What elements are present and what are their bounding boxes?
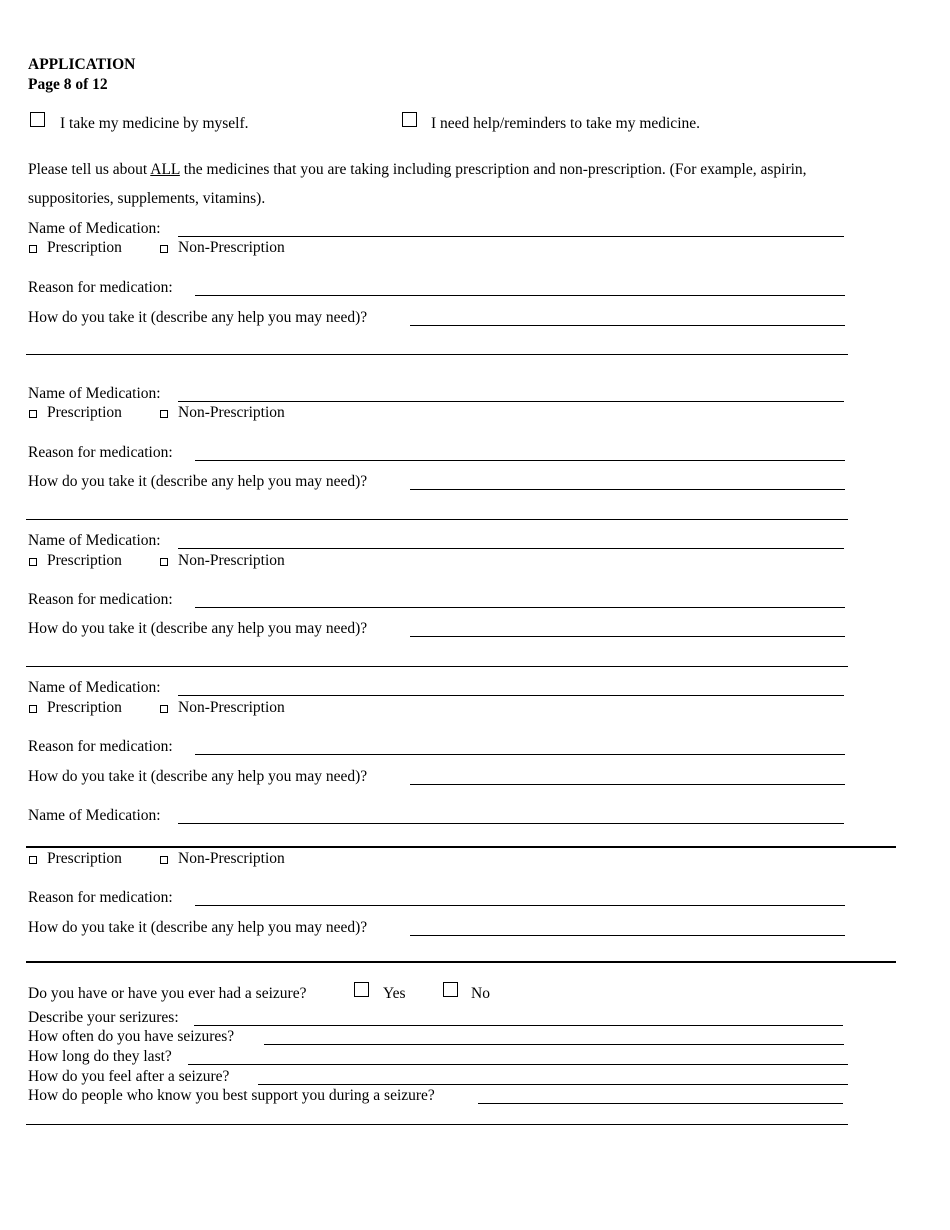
seizure-question: Do you have or have you ever had a seizure? (28, 985, 307, 1002)
intro-text-line2: suppositories, supplements, vitamins). (28, 190, 266, 207)
seizure-describe-line[interactable] (194, 1025, 843, 1026)
med1-prescription-label: Prescription (47, 239, 122, 256)
seizure-how-often-label: How often do you have seizures? (28, 1028, 235, 1045)
seizure-yes-checkbox[interactable] (354, 982, 369, 997)
intro-part2: the medicines that you are taking including prescription and non-prescription. (For example, aspirin, (179, 161, 807, 178)
med5-reason-label: Reason for medication: (28, 889, 173, 906)
med4-nonprescription-label: Non-Prescription (178, 699, 285, 716)
med5-how-label: How do you take it (describe any help you may need)? (28, 919, 368, 936)
med3-how-label: How do you take it (describe any help you may need)? (28, 620, 368, 637)
med4-prescription-checkbox[interactable] (29, 705, 37, 713)
seizure-how-long-line[interactable] (188, 1064, 848, 1065)
med5-prescription-label: Prescription (47, 850, 122, 867)
seizure-no-label: No (471, 985, 490, 1002)
section-divider-bottom (26, 961, 896, 963)
med1-how-line2[interactable] (26, 354, 848, 355)
checkbox-need-help[interactable] (402, 112, 417, 127)
seizure-feel-after-line[interactable] (258, 1084, 848, 1085)
med1-reason-line[interactable] (195, 295, 845, 296)
med2-name-label: Name of Medication: (28, 385, 161, 402)
seizure-how-often-line[interactable] (264, 1044, 844, 1045)
med4-name-label: Name of Medication: (28, 679, 161, 696)
med1-how-label: How do you take it (describe any help you may need)? (28, 309, 368, 326)
med3-nonprescription-label: Non-Prescription (178, 552, 285, 569)
med4-nonprescription-checkbox[interactable] (160, 705, 168, 713)
section-divider-top (26, 846, 896, 848)
med4-reason-line[interactable] (195, 754, 845, 755)
med1-reason-label: Reason for medication: (28, 279, 173, 296)
med2-how-line2[interactable] (26, 519, 848, 520)
med3-nonprescription-checkbox[interactable] (160, 558, 168, 566)
med5-nonprescription-label: Non-Prescription (178, 850, 285, 867)
med3-name-label: Name of Medication: (28, 532, 161, 549)
med4-name-line[interactable] (178, 695, 844, 696)
med5-prescription-checkbox[interactable] (29, 856, 37, 864)
intro-part1: Please tell us about (28, 161, 151, 178)
med5-nonprescription-checkbox[interactable] (160, 856, 168, 864)
seizure-no-checkbox[interactable] (443, 982, 458, 997)
seizure-feel-after-label: How do you feel after a seizure? (28, 1068, 230, 1085)
med4-reason-label: Reason for medication: (28, 738, 173, 755)
checkbox-take-myself[interactable] (30, 112, 45, 127)
seizure-describe-label: Describe your serizures: (28, 1009, 179, 1026)
med3-name-line[interactable] (178, 548, 844, 549)
med2-reason-line[interactable] (195, 460, 845, 461)
med1-prescription-checkbox[interactable] (29, 245, 37, 253)
med1-name-line[interactable] (178, 236, 844, 237)
med2-reason-label: Reason for medication: (28, 444, 173, 461)
seizure-yes-label: Yes (383, 985, 406, 1002)
med1-nonprescription-label: Non-Prescription (178, 239, 285, 256)
med2-prescription-checkbox[interactable] (29, 410, 37, 418)
med5-how-line[interactable] (410, 935, 845, 936)
seizure-support-label: How do people who know you best support you during a seizure? (28, 1087, 435, 1104)
med5-name-label: Name of Medication: (28, 807, 161, 824)
med3-reason-line[interactable] (195, 607, 845, 608)
seizure-support-line2[interactable] (26, 1124, 848, 1125)
intro-text (28, 161, 807, 179)
intro-all: ALL (150, 161, 180, 178)
med3-reason-label: Reason for medication: (28, 591, 173, 608)
med3-prescription-checkbox[interactable] (29, 558, 37, 566)
med1-nonprescription-checkbox[interactable] (160, 245, 168, 253)
med4-how-label: How do you take it (describe any help you may need)? (28, 768, 368, 785)
med2-name-line[interactable] (178, 401, 844, 402)
med3-prescription-label: Prescription (47, 552, 122, 569)
med3-how-line[interactable] (410, 636, 845, 637)
label-need-help: I need help/reminders to take my medicine. (431, 115, 701, 132)
med5-reason-line[interactable] (195, 905, 845, 906)
page-number: Page 8 of 12 (28, 76, 108, 93)
med2-how-line[interactable] (410, 489, 845, 490)
med1-name-label: Name of Medication: (28, 220, 161, 237)
form-title: APPLICATION (28, 56, 136, 73)
med4-how-line[interactable] (410, 784, 845, 785)
med3-how-line2[interactable] (26, 666, 848, 667)
med2-prescription-label: Prescription (47, 404, 122, 421)
med4-prescription-label: Prescription (47, 699, 122, 716)
med2-how-label: How do you take it (describe any help you may need)? (28, 473, 368, 490)
med2-nonprescription-checkbox[interactable] (160, 410, 168, 418)
med5-name-line[interactable] (178, 823, 844, 824)
med2-nonprescription-label: Non-Prescription (178, 404, 285, 421)
seizure-support-line[interactable] (478, 1103, 843, 1104)
seizure-how-long-label: How long do they last? (28, 1048, 172, 1065)
med1-how-line[interactable] (410, 325, 845, 326)
label-take-myself: I take my medicine by myself. (60, 115, 249, 132)
